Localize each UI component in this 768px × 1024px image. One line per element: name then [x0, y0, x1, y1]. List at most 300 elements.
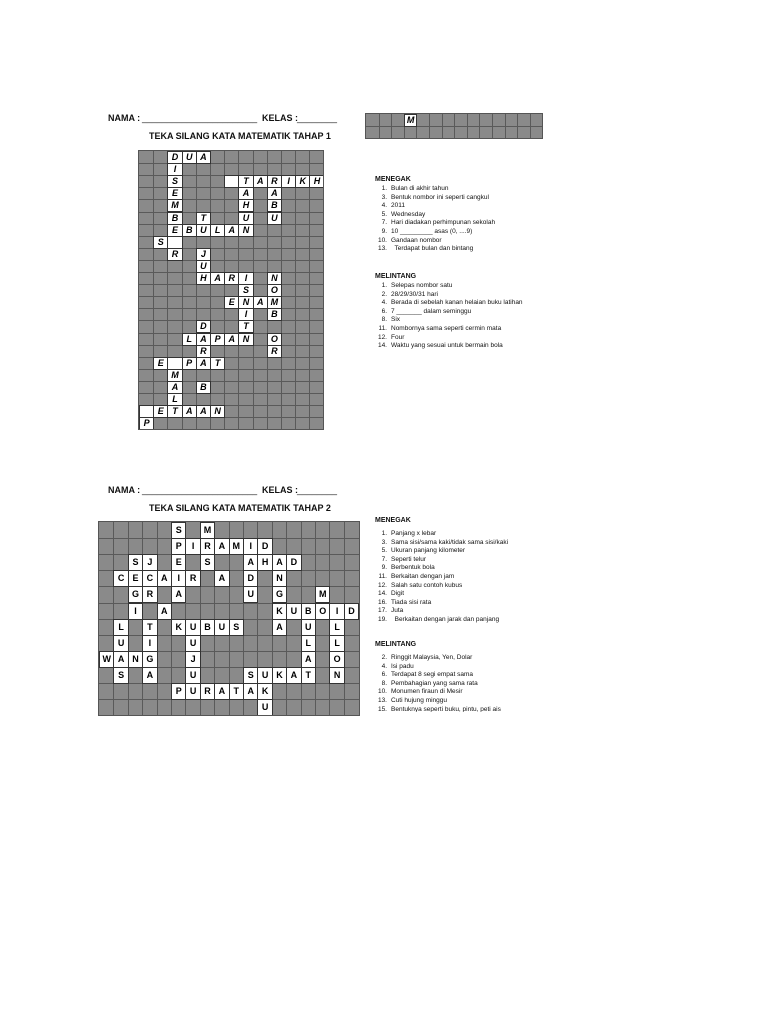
- grid-cell[interactable]: A: [244, 684, 257, 699]
- grid-cell[interactable]: G: [273, 587, 286, 602]
- grid-cell[interactable]: L: [330, 636, 343, 651]
- grid-cell[interactable]: D: [197, 321, 210, 332]
- clue-text: Panjang x lebar: [391, 530, 437, 537]
- clue-number: 1.: [381, 185, 387, 192]
- clue-item: [373, 706, 533, 712]
- grid-cell[interactable]: C: [114, 571, 127, 586]
- grid-cell[interactable]: D: [345, 604, 358, 619]
- clue-item: [373, 607, 508, 616]
- clue-item: [373, 185, 495, 194]
- melintang-clue-list: [373, 282, 523, 351]
- clue-number: 13.: [377, 696, 387, 704]
- grid-cell[interactable]: M: [230, 539, 243, 554]
- grid-line: [139, 369, 323, 370]
- grid-cell[interactable]: A: [215, 571, 228, 586]
- grid-cell[interactable]: I: [172, 571, 185, 586]
- clue-item: [373, 334, 523, 343]
- clue-text: Tiada sisi rata: [391, 598, 432, 606]
- clue-item: [373, 228, 495, 237]
- grid-cell[interactable]: O: [316, 604, 329, 619]
- grid-cell[interactable]: A: [273, 620, 286, 635]
- clue-number: 7.: [381, 555, 387, 563]
- clue-item: [373, 582, 508, 591]
- grid-cell[interactable]: K: [172, 620, 185, 635]
- grid-cell[interactable]: A: [143, 668, 156, 683]
- grid-cell[interactable]: L: [114, 620, 127, 635]
- kelas-line: ________: [297, 485, 338, 495]
- grid-cell[interactable]: A: [287, 668, 300, 683]
- grid-cell[interactable]: A: [302, 652, 315, 667]
- grid-cell[interactable]: N: [211, 406, 224, 417]
- grid-cell[interactable]: U: [258, 668, 271, 683]
- grid-cell[interactable]: N: [330, 668, 343, 683]
- grid-line: [253, 151, 254, 429]
- clue-item: [373, 556, 508, 565]
- grid-cell[interactable]: A: [158, 604, 171, 619]
- grid-cell[interactable]: A: [254, 176, 267, 187]
- crossword-grid: [98, 521, 360, 716]
- grid-cell[interactable]: A: [225, 334, 238, 345]
- clue-item: [373, 663, 533, 672]
- grid-cell[interactable]: S: [244, 668, 257, 683]
- menegak-heading: MENEGAK: [375, 176, 411, 183]
- grid-cell[interactable]: A: [211, 273, 224, 284]
- grid-cell[interactable]: A: [172, 587, 185, 602]
- grid-cell[interactable]: R: [268, 176, 281, 187]
- clue-number: 19.: [377, 615, 387, 623]
- clue-number: 13.: [377, 245, 387, 253]
- clue-text: Berada di sebelah kanan helaian buku latihan: [391, 299, 523, 307]
- grid-line: [366, 126, 542, 127]
- grid-cell[interactable]: [168, 237, 181, 248]
- clue-number: 7.: [381, 219, 387, 227]
- grid-cell[interactable]: B: [201, 620, 214, 635]
- grid-cell[interactable]: I: [239, 273, 252, 284]
- grid-line: [224, 151, 225, 429]
- grid-cell[interactable]: A: [239, 188, 252, 199]
- clue-number: 11.: [378, 324, 387, 332]
- grid-cell[interactable]: T: [230, 684, 243, 699]
- grid-cell[interactable]: J: [197, 249, 210, 260]
- grid-cell[interactable]: P: [172, 539, 185, 554]
- grid-cell[interactable]: U: [186, 668, 199, 683]
- clue-text: Ringgit Malaysia, Yen, Dolar: [391, 654, 473, 661]
- grid-line: [139, 248, 323, 249]
- grid-cell[interactable]: U: [258, 700, 271, 715]
- clue-item: [373, 599, 508, 608]
- grid-cell[interactable]: N: [239, 225, 252, 236]
- grid-cell[interactable]: [225, 176, 238, 187]
- grid-cell[interactable]: A: [168, 382, 181, 393]
- grid-line: [139, 345, 323, 346]
- clue-text: Berkaitan dengan jam: [391, 572, 455, 580]
- grid-cell[interactable]: D: [287, 555, 300, 570]
- grid-cell[interactable]: R: [143, 587, 156, 602]
- grid-cell[interactable]: L: [302, 636, 315, 651]
- grid-cell[interactable]: N: [239, 334, 252, 345]
- kelas-line: ________: [297, 113, 338, 123]
- clue-item: [373, 680, 533, 689]
- grid-cell[interactable]: K: [273, 668, 286, 683]
- clue-text: 7 _______ dalam seminggu: [391, 307, 472, 315]
- clue-text: Bulan di akhir tahun: [391, 185, 449, 192]
- grid-cell[interactable]: I: [244, 539, 257, 554]
- clue-number: 1.: [381, 282, 387, 289]
- clue-number: 16.: [377, 598, 387, 606]
- clue-item: [373, 325, 523, 334]
- grid-line: [99, 699, 359, 700]
- grid-cell[interactable]: U: [215, 620, 228, 635]
- clue-text: Berkaitan dengan jarak dan panjang: [391, 615, 500, 623]
- clue-number: 5.: [381, 210, 387, 218]
- grid-cell[interactable]: A: [254, 297, 267, 308]
- grid-line: [281, 151, 282, 429]
- clue-text: Terdapat bulan dan bintang: [391, 245, 474, 253]
- clue-text: Selepas nombor satu: [391, 282, 453, 289]
- grid-cell[interactable]: S: [201, 555, 214, 570]
- clue-text: Hari diadakan perhimpunan sekolah: [391, 219, 496, 227]
- grid-cell[interactable]: B: [197, 382, 210, 393]
- clue-item: [373, 688, 533, 697]
- grid-line: [139, 417, 323, 418]
- grid-cell[interactable]: R: [201, 684, 214, 699]
- grid-line: [99, 635, 359, 636]
- clue-item: [373, 245, 495, 254]
- grid-cell[interactable]: C: [143, 571, 156, 586]
- clue-text: 10 _________ asas (0, ....9): [391, 227, 473, 235]
- clue-item: [373, 590, 508, 599]
- grid-cell[interactable]: A: [215, 539, 228, 554]
- clue-item: [373, 299, 523, 308]
- grid-line: [139, 284, 323, 285]
- grid-cell[interactable]: U: [183, 152, 196, 163]
- clue-item: [373, 291, 523, 300]
- clue-item: [373, 697, 533, 706]
- clue-number: 14.: [377, 590, 387, 598]
- grid-cell[interactable]: [140, 406, 153, 417]
- grid-cell[interactable]: A: [215, 684, 228, 699]
- grid-cell[interactable]: M: [168, 370, 181, 381]
- grid-cell[interactable]: N: [273, 571, 286, 586]
- grid-cell[interactable]: U: [287, 604, 300, 619]
- grid-cell[interactable]: T: [239, 321, 252, 332]
- grid-cell[interactable]: I: [129, 604, 142, 619]
- grid-line: [182, 151, 183, 429]
- clue-text: Bentuknya seperti buku, pintu, peti ais: [391, 705, 501, 712]
- clue-item: [373, 219, 495, 228]
- clue-number: 17.: [377, 607, 387, 615]
- grid-cell[interactable]: D: [258, 539, 271, 554]
- clue-item: [373, 194, 495, 203]
- clue-text: Terdapat 8 segi empat sama: [391, 671, 474, 679]
- clue-text: Cuti hujung minggu: [391, 696, 448, 704]
- clue-number: 4.: [381, 662, 387, 670]
- clue-text: 2011: [391, 202, 405, 210]
- melintang-clue-list: [373, 654, 533, 712]
- grid-cell[interactable]: E: [154, 358, 167, 369]
- clue-number: 12.: [377, 333, 387, 341]
- grid-cell[interactable]: K: [273, 604, 286, 619]
- clue-text: Six: [391, 316, 401, 324]
- menegak-clue-list: [373, 185, 495, 254]
- clue-item: [373, 654, 533, 663]
- clue-item: [373, 573, 508, 582]
- grid-cell[interactable]: R: [268, 346, 281, 357]
- grid-cell[interactable]: S: [172, 523, 185, 538]
- grid-line: [139, 381, 323, 382]
- clue-text: Pembahagian yang sama rata: [391, 679, 478, 687]
- clue-number: 4.: [381, 299, 387, 307]
- grid-cell[interactable]: E: [172, 555, 185, 570]
- grid-cell[interactable]: T: [168, 406, 181, 417]
- menegak-heading: MENEGAK: [375, 517, 411, 524]
- grid-line: [139, 308, 323, 309]
- clue-item: [373, 308, 523, 317]
- grid-cell[interactable]: K: [296, 176, 309, 187]
- worksheet-title: TEKA SILANG KATA MATEMATIK TAHAP 2: [149, 503, 331, 513]
- kelas-label: KELAS :: [262, 485, 298, 495]
- grid-cell[interactable]: S: [154, 237, 167, 248]
- grid-cell[interactable]: A: [197, 358, 210, 369]
- grid-cell[interactable]: R: [225, 273, 238, 284]
- clue-item: [373, 616, 508, 625]
- clue-number: 6.: [381, 671, 387, 679]
- grid-cell[interactable]: B: [168, 213, 181, 224]
- clue-number: 15.: [377, 705, 387, 712]
- clue-text: 28/29/30/31 hari: [391, 290, 438, 298]
- grid-line: [139, 393, 323, 394]
- grid-cell[interactable]: H: [310, 176, 323, 187]
- grid-cell[interactable]: U: [186, 684, 199, 699]
- clue-item: [373, 671, 533, 680]
- grid-cell[interactable]: I: [143, 636, 156, 651]
- clue-text: Isi padu: [391, 662, 414, 670]
- grid-line: [153, 151, 154, 429]
- grid-cell[interactable]: I: [186, 539, 199, 554]
- grid-cell[interactable]: U: [186, 620, 199, 635]
- grid-cell[interactable]: U: [197, 225, 210, 236]
- grid-cell[interactable]: U: [114, 636, 127, 651]
- grid-cell[interactable]: M: [168, 200, 181, 211]
- grid-cell[interactable]: B: [268, 200, 281, 211]
- grid-line: [139, 260, 323, 261]
- clue-item: [373, 547, 508, 556]
- grid-cell[interactable]: R: [201, 539, 214, 554]
- grid-cell[interactable]: R: [197, 346, 210, 357]
- clue-number: 9.: [381, 227, 387, 235]
- melintang-heading: MELINTANG: [375, 641, 417, 648]
- grid-cell[interactable]: W: [100, 652, 113, 667]
- grid-cell[interactable]: M: [268, 297, 281, 308]
- grid-cell[interactable]: L: [183, 334, 196, 345]
- menegak-clue-list: [373, 530, 508, 625]
- grid-line: [99, 667, 359, 668]
- grid-cell[interactable]: J: [186, 652, 199, 667]
- clue-text: Gandaan nombor: [391, 236, 442, 244]
- grid-cell[interactable]: T: [197, 213, 210, 224]
- grid-cell[interactable]: A: [197, 406, 210, 417]
- grid-cell[interactable]: M: [201, 523, 214, 538]
- crossword-grid: [138, 150, 324, 430]
- grid-cell[interactable]: L: [211, 225, 224, 236]
- grid-cell[interactable]: B: [268, 309, 281, 320]
- clue-text: Berbentuk bola: [391, 564, 435, 572]
- nama-label: NAMA :: [108, 485, 141, 495]
- clue-number: 14.: [377, 342, 387, 350]
- grid-cell[interactable]: U: [186, 636, 199, 651]
- grid-cell[interactable]: P: [140, 418, 153, 429]
- clue-item: [373, 211, 495, 220]
- grid-cell[interactable]: D: [244, 571, 257, 586]
- clue-text: Ukuran panjang kilometer: [391, 547, 466, 555]
- clue-text: Monumen firaun di Mesir: [391, 688, 463, 696]
- grid-cell[interactable]: H: [258, 555, 271, 570]
- clue-item: [373, 564, 508, 573]
- melintang-heading: MELINTANG: [375, 273, 417, 280]
- grid-cell[interactable]: U: [197, 261, 210, 272]
- grid-cell[interactable]: N: [129, 652, 142, 667]
- grid-line: [139, 187, 323, 188]
- grid-cell[interactable]: J: [143, 555, 156, 570]
- grid-cell[interactable]: T: [211, 358, 224, 369]
- melintang-clue-clip: [373, 654, 533, 712]
- grid-line: [139, 320, 323, 321]
- clue-number: 8.: [381, 679, 387, 687]
- clue-item: [373, 237, 495, 246]
- grid-cell[interactable]: M: [405, 115, 417, 126]
- grid-cell[interactable]: A: [114, 652, 127, 667]
- nama-line: _______________________: [142, 113, 258, 123]
- clue-item: [373, 342, 523, 351]
- grid-cell[interactable]: U: [244, 587, 257, 602]
- clue-number: 9.: [381, 564, 387, 572]
- grid-line: [309, 151, 310, 429]
- grid-cell[interactable]: R: [186, 571, 199, 586]
- grid-cell[interactable]: I: [239, 309, 252, 320]
- grid-cell[interactable]: A: [158, 571, 171, 586]
- grid-cell[interactable]: S: [168, 176, 181, 187]
- grid-cell[interactable]: A: [273, 555, 286, 570]
- grid-line: [139, 199, 323, 200]
- grid-cell[interactable]: S: [230, 620, 243, 635]
- grid-line: [139, 163, 323, 164]
- grid-cell[interactable]: N: [239, 297, 252, 308]
- clue-number: 1.: [381, 530, 387, 537]
- grid-cell[interactable]: I: [282, 176, 295, 187]
- clue-text: Nombornya sama seperti cermin mata: [391, 324, 502, 332]
- grid-cell[interactable]: A: [225, 225, 238, 236]
- crossword-grid-fragment: [365, 113, 543, 139]
- grid-cell[interactable]: R: [168, 249, 181, 260]
- grid-cell[interactable]: H: [197, 273, 210, 284]
- grid-cell[interactable]: O: [330, 652, 343, 667]
- clue-number: 3.: [381, 193, 387, 201]
- grid-cell[interactable]: U: [302, 620, 315, 635]
- grid-cell[interactable]: O: [268, 334, 281, 345]
- clue-number: 4.: [381, 202, 387, 210]
- clue-item: [373, 530, 508, 539]
- grid-cell[interactable]: M: [316, 587, 329, 602]
- grid-cell[interactable]: A: [183, 406, 196, 417]
- nama-label: NAMA :: [108, 113, 141, 123]
- grid-cell[interactable]: [168, 358, 181, 369]
- clue-text: Waktu yang sesuai untuk bermain bola: [391, 342, 503, 350]
- grid-line: [210, 151, 211, 429]
- clue-text: Salah satu contoh kubus: [391, 581, 463, 589]
- clue-text: Bentuk nombor ini seperti cangkul: [391, 193, 489, 201]
- clue-item: [373, 316, 523, 325]
- worksheet-title: TEKA SILANG KATA MATEMATIK TAHAP 1: [149, 131, 331, 141]
- clue-text: Digit: [391, 590, 405, 598]
- grid-cell[interactable]: A: [268, 188, 281, 199]
- grid-cell[interactable]: B: [183, 225, 196, 236]
- grid-cell[interactable]: P: [172, 684, 185, 699]
- clue-text: Four: [391, 333, 405, 341]
- grid-cell[interactable]: A: [197, 152, 210, 163]
- clue-number: 6.: [381, 307, 387, 315]
- clue-text: Wednesday: [391, 210, 426, 218]
- nama-line: _______________________: [142, 485, 258, 495]
- grid-cell[interactable]: T: [239, 176, 252, 187]
- grid-cell[interactable]: S: [114, 668, 127, 683]
- grid-cell[interactable]: U: [239, 213, 252, 224]
- grid-cell[interactable]: N: [268, 273, 281, 284]
- grid-cell[interactable]: U: [268, 213, 281, 224]
- grid-cell[interactable]: E: [168, 188, 181, 199]
- grid-cell[interactable]: S: [129, 555, 142, 570]
- grid-cell[interactable]: I: [168, 164, 181, 175]
- grid-cell[interactable]: P: [211, 334, 224, 345]
- grid-cell[interactable]: T: [302, 668, 315, 683]
- grid-cell[interactable]: P: [183, 358, 196, 369]
- kelas-label: KELAS :: [262, 113, 298, 123]
- grid-cell[interactable]: K: [258, 684, 271, 699]
- clue-number: 8.: [381, 316, 387, 324]
- grid-cell[interactable]: G: [129, 587, 142, 602]
- clue-number: 2.: [381, 290, 387, 298]
- grid-cell[interactable]: L: [168, 394, 181, 405]
- grid-line: [139, 212, 323, 213]
- grid-cell[interactable]: I: [330, 604, 343, 619]
- grid-cell[interactable]: G: [143, 652, 156, 667]
- grid-line: [295, 151, 296, 429]
- clue-item: [373, 539, 508, 548]
- grid-cell[interactable]: A: [197, 334, 210, 345]
- grid-cell[interactable]: L: [330, 620, 343, 635]
- clue-text: Sama sisi/sama kaki/tidak sama sisi/kaki: [391, 538, 509, 546]
- grid-cell[interactable]: O: [268, 285, 281, 296]
- clue-number: 10.: [377, 236, 387, 244]
- grid-cell[interactable]: E: [168, 225, 181, 236]
- clue-text: Seperti telur: [391, 555, 427, 563]
- grid-cell[interactable]: E: [154, 406, 167, 417]
- grid-cell[interactable]: B: [302, 604, 315, 619]
- grid-cell[interactable]: A: [244, 555, 257, 570]
- clue-item: [373, 282, 523, 291]
- clue-text: Juta: [391, 607, 404, 615]
- grid-cell[interactable]: E: [225, 297, 238, 308]
- clue-number: 3.: [381, 538, 387, 546]
- clue-number: 10.: [377, 688, 387, 696]
- clue-number: 5.: [381, 547, 387, 555]
- grid-cell[interactable]: H: [239, 200, 252, 211]
- grid-cell[interactable]: T: [143, 620, 156, 635]
- grid-cell[interactable]: E: [129, 571, 142, 586]
- clue-item: [373, 202, 495, 211]
- grid-cell[interactable]: D: [168, 152, 181, 163]
- clue-number: 11.: [378, 572, 387, 580]
- grid-cell[interactable]: S: [239, 285, 252, 296]
